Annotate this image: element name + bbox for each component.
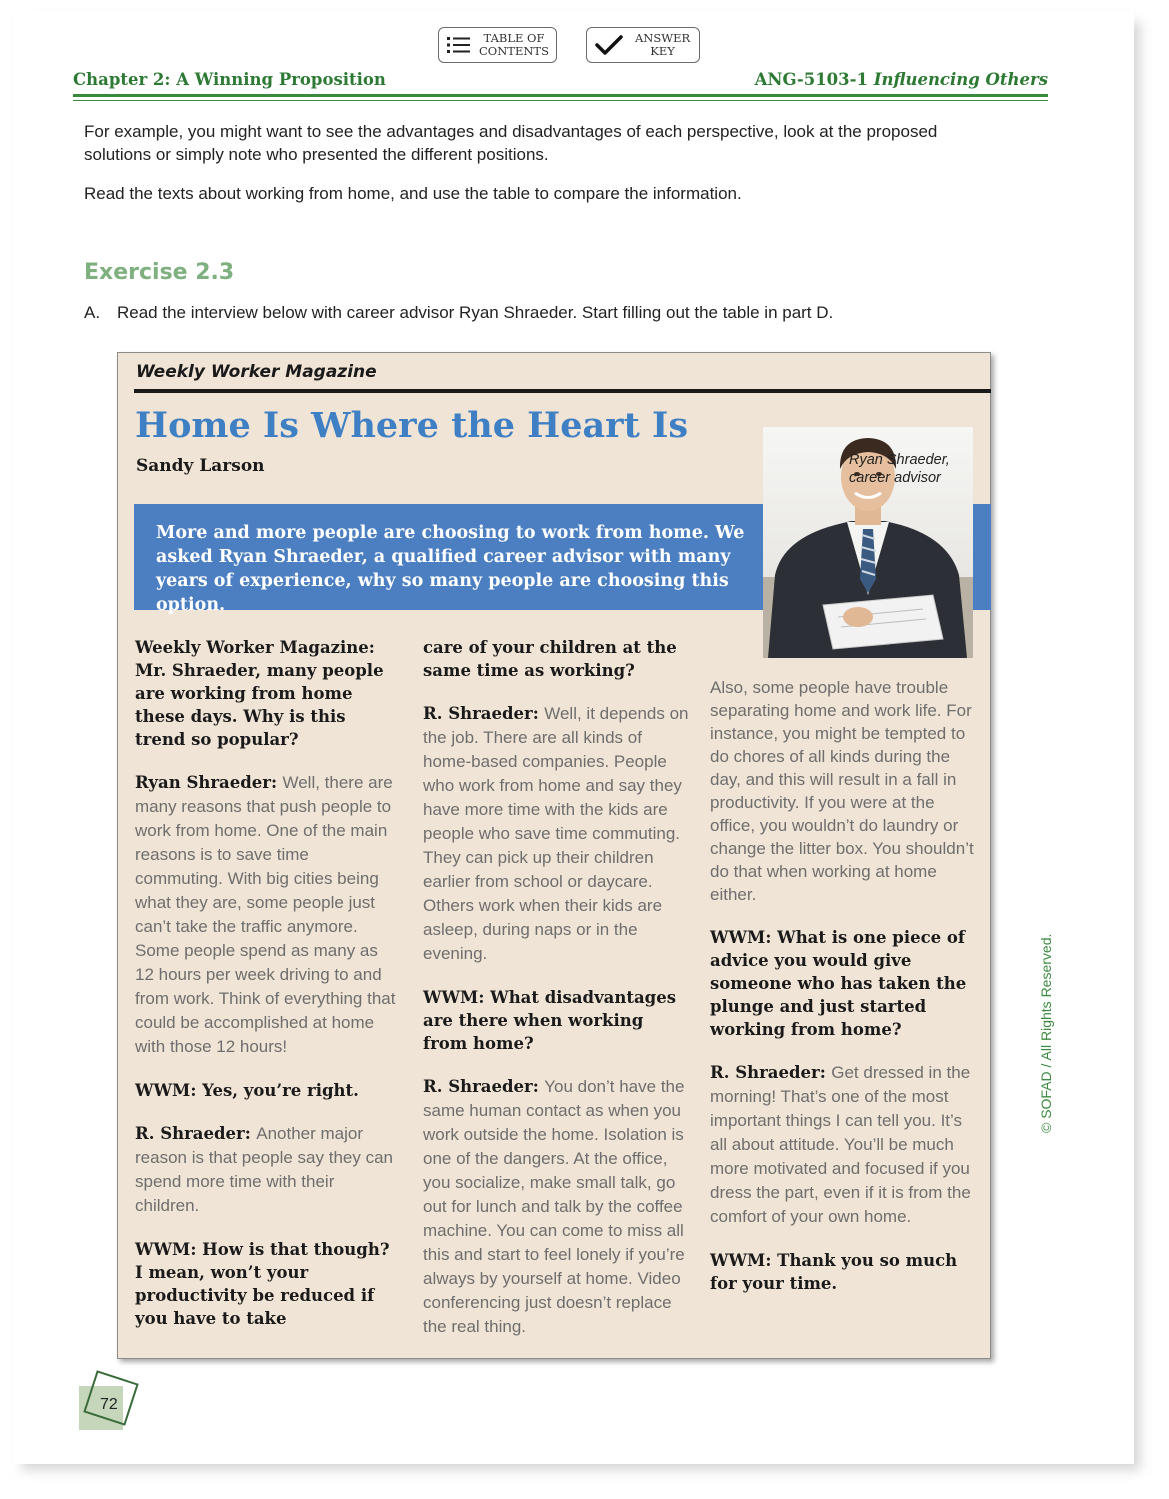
photo-caption-role: career advisor	[849, 470, 941, 486]
header-rule	[73, 94, 1048, 97]
article-author: Sandy Larson	[136, 456, 265, 476]
table-of-contents-button[interactable]	[438, 27, 557, 63]
question-3: WWM: How is that though? I mean, won’t your productivity be reduced if you have to take	[135, 1240, 390, 1328]
question-5: WWM: What is one piece of advice you would give someone who has taken the plunge and just started working from home?	[710, 928, 967, 1039]
toc-label-line1: TABLE OF	[483, 31, 545, 45]
question-2: WWM: Yes, you’re right.	[135, 1081, 359, 1100]
speaker-label: R. Shraeder:	[423, 704, 539, 723]
magazine-article	[117, 352, 991, 1359]
intro-paragraph-1: For example, you might want to see the advantages and disadvantages of each perspective, look at the proposed solutions or simply note who presented the different positions.	[84, 122, 938, 164]
list-icon	[447, 36, 471, 54]
course-code: ANG-5103-1	[754, 70, 868, 89]
photo-caption	[849, 451, 959, 487]
exercise-title: Exercise 2.3	[84, 260, 235, 285]
article-column-1	[135, 636, 401, 1350]
answer-3: Well, it depends on the job. There are all kinds of home-based companies. People who work from home and say they have more time with the kids are people who save time commuting. They can pick up their children earlier from school or daycare. Others work when their kids are asleep, during naps or in the evening.	[423, 704, 689, 963]
speaker-label: R. Shraeder:	[423, 1077, 539, 1096]
speaker-label: Ryan Shraeder:	[135, 773, 278, 792]
magazine-name: Weekly Worker Magazine	[136, 362, 377, 382]
photo-caption-name: Ryan Shraeder,	[849, 452, 950, 468]
answer-4: You don’t have the same human contact as when you work outside the home. Isolation is one of the dangers. At the office, you socialize, make small talk, go out for lunch and talk by the coffee machine. You can come to miss all this and start to feel lonely if you’re always by yourself at home. Video conferencing just doesn’t replace the real thing.	[423, 1077, 685, 1336]
question-3-continued: care of your children at the same time as working?	[423, 638, 677, 680]
question-1: Weekly Worker Magazine: Mr. Shraeder, many people are working from home these days. Why is this trend so popular?	[135, 638, 384, 749]
magazine-rule	[134, 389, 991, 393]
article-column-3	[710, 676, 980, 1315]
intro-paragraph-2: Read the texts about working from home, and use the table to compare the information.	[84, 184, 742, 203]
key-label-line2: KEY	[650, 44, 675, 58]
checkmark-icon	[595, 34, 623, 56]
article-title: Home Is Where the Heart Is	[135, 405, 689, 446]
instruction-letter: A.	[84, 303, 101, 322]
speaker-label: R. Shraeder:	[710, 1063, 826, 1082]
answer-4-continued: Also, some people have trouble separating home and work life. For instance, you might be tempted to do chores of all kinds during the day, and this will result in a fall in productivity. If you were at the office, you wouldn’t do laundry or change the litter box. You shouldn’t do that when working at home either.	[710, 678, 974, 904]
copyright-notice: © SOFAD / All Rights Reserved.	[1038, 933, 1054, 1133]
answer-2: Another major reason is that people say they can spend more time with their children.	[135, 1124, 393, 1215]
page-number: 72	[100, 1396, 118, 1413]
answer-1: Well, there are many reasons that push people to work from home. One of the main reasons is to save time commuting. With big cities being what they are, some people just can’t take the traffic anymore. Some people spend as many as 12 hours per week driving to and from work. Think of everything that could be accomplished at home with those 12 hours!	[135, 773, 396, 1056]
course-name: Influencing Others	[873, 70, 1048, 89]
toc-label-line2: CONTENTS	[479, 44, 549, 58]
lead-text: More and more people are choosing to work from home. We asked Ryan Shraeder, a qualified career advisor with many years of experience, why so many people are choosing this option.	[156, 523, 745, 615]
header-rule-thin	[73, 100, 1048, 101]
question-6: WWM: Thank you so much for your time.	[710, 1251, 958, 1293]
question-4: WWM: What disadvantages are there when working from home?	[423, 988, 676, 1053]
instruction-text: Read the interview below with career advisor Ryan Shraeder. Start filling out the table in part D.	[117, 303, 834, 322]
course-title	[755, 70, 1048, 89]
advisor-photo	[763, 427, 973, 658]
key-label-line1: ANSWER	[635, 31, 691, 45]
article-column-2	[423, 636, 689, 1359]
exercise-instruction	[84, 303, 833, 323]
answer-5: Get dressed in the morning! That’s one of the most important things I can tell you. It’s all about attitude. You’ll be much more motivated and focused if you dress the part, even if it is from the comfort of your own home.	[710, 1063, 971, 1226]
answer-key-button[interactable]	[586, 27, 700, 63]
chapter-title: Chapter 2: A Winning Proposition	[73, 70, 386, 89]
speaker-label: R. Shraeder:	[135, 1124, 251, 1143]
